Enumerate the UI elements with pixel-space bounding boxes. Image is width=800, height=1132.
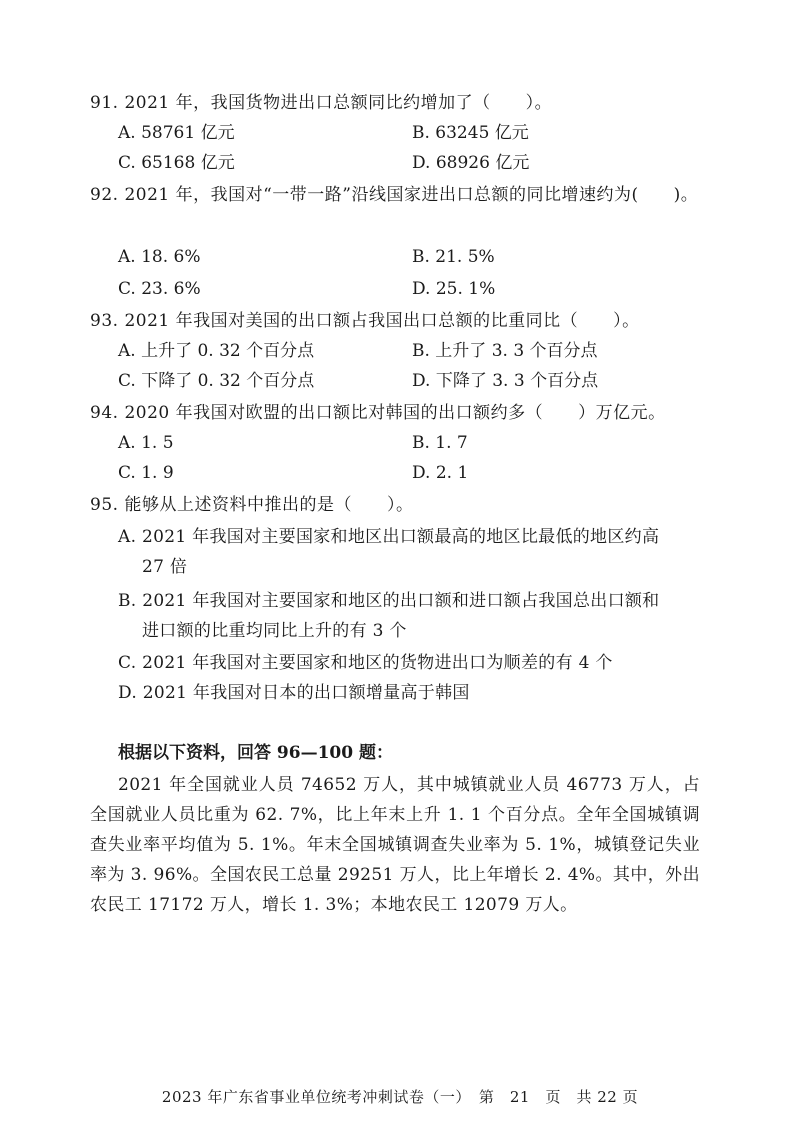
question-91-option-b: B. 63245 亿元 [412, 123, 529, 143]
question-94-option-b: B. 1. 7 [412, 433, 468, 453]
question-95-option-a [118, 522, 700, 582]
question-94-stem: 94. 2020 年我国对欧盟的出口额比对韩国的出口额约多（ ）万亿元。 [90, 403, 666, 423]
question-91-option-c: C. 65168 亿元 [118, 153, 235, 173]
option-continuation: 进口额的比重均同比上升的有 3 个 [142, 621, 407, 641]
page-footer: 2023 年广东省事业单位统考冲刺试卷（一） 第 21 页 共 22 页 [161, 1088, 639, 1106]
question-95-option-b [118, 586, 700, 646]
question-93-option-d: D. 下降了 3. 3 个百分点 [412, 371, 599, 391]
option-line: A. 2021 年我国对主要国家和地区出口额最高的地区比最低的地区约高 [118, 527, 660, 547]
question-91-option-a: A. 58761 亿元 [118, 123, 235, 143]
question-93-option-c: C. 下降了 0. 32 个百分点 [118, 371, 315, 391]
question-95-stem: 95. 能够从上述资料中推出的是（ ）。 [90, 495, 414, 515]
option-line: D. 2021 年我国对日本的出口额增量高于韩国 [118, 683, 470, 703]
question-95-option-d [118, 678, 700, 708]
material-paragraph: 2021 年全国就业人员 74652 万人，其中城镇就业人员 46773 万人，占全国就业人员比重为 62. 7%，比上年末上升 1. 1 个百分点。全年全国城镇调查失业率平均值为 5. 1%。年末全国城镇调查失业率为 5. 1%，城镇登记失业率为 3. 96%。全国农民工总量 29251 万人，比上年增长 2. 4%。其中，外出农民工 17172 万人，增长 1. 3%；本地农民工 12079 万人。 [90, 775, 700, 915]
question-93-option-b: B. 上升了 3. 3 个百分点 [412, 341, 598, 361]
question-94-option-c: C. 1. 9 [118, 463, 174, 483]
question-93-stem: 93. 2021 年我国对美国的出口额占我国出口总额的比重同比（ ）。 [90, 311, 640, 331]
question-94-option-d: D. 2. 1 [412, 463, 469, 483]
question-92-stem: 92. 2021 年，我国对“一带一路”沿线国家进出口总额的同比增速约为( )。 [90, 185, 699, 205]
question-92-option-c: C. 23. 6% [118, 279, 201, 299]
question-91-stem: 91. 2021 年，我国货物进出口总额同比约增加了（ ）。 [90, 93, 553, 113]
question-92-option-d: D. 25. 1% [412, 279, 496, 299]
question-94-option-a: A. 1. 5 [118, 433, 174, 453]
question-92-option-b: B. 21. 5% [412, 247, 495, 267]
option-continuation: 27 倍 [142, 557, 188, 577]
question-93-option-a: A. 上升了 0. 32 个百分点 [118, 341, 315, 361]
question-95-option-c [118, 648, 700, 678]
option-line: B. 2021 年我国对主要国家和地区的出口额和进口额占我国总出口额和 [118, 591, 660, 611]
section-heading: 根据以下资料，回答 96—100 题： [118, 743, 393, 763]
question-91-option-d: D. 68926 亿元 [412, 153, 530, 173]
question-92-option-a: A. 18. 6% [118, 247, 201, 267]
option-line: C. 2021 年我国对主要国家和地区的货物进出口为顺差的有 4 个 [118, 653, 613, 673]
